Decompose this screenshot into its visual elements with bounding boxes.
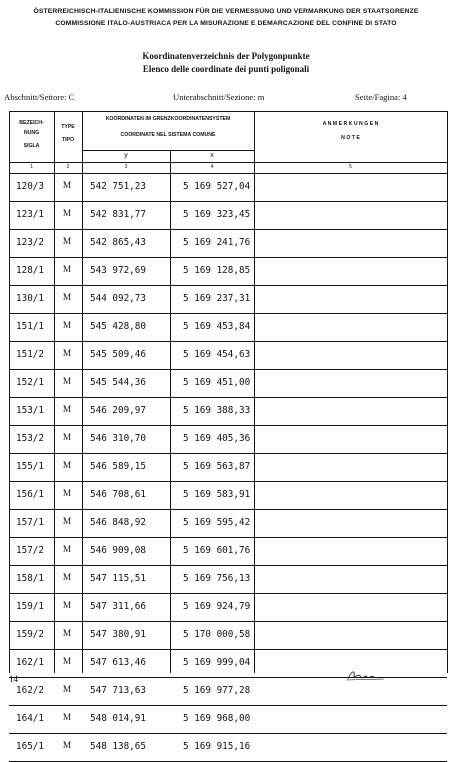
- point-type-cell: M: [62, 601, 72, 611]
- x-coordinate-cell: 5 169 968,00: [183, 713, 251, 724]
- point-id-cell: 130/1: [16, 293, 44, 304]
- point-id-cell: 164/1: [16, 713, 44, 724]
- y-coordinate-cell: 545 544,36: [90, 377, 146, 388]
- x-coordinate-cell: 5 169 237,31: [183, 293, 251, 304]
- page-label: Seite/Fagina: 4: [355, 92, 407, 102]
- x-coordinate-cell: 5 169 977,28: [183, 685, 251, 696]
- commission-header-it: COMMISSIONE ITALO-AUSTRIACA PER LA MISURAZIONE E DEMARCAZIONE DEL CONFINE DI STATO: [55, 20, 397, 27]
- notes-header-line1: A N M E R K U N G E N: [322, 121, 379, 127]
- y-coordinate-cell: 543 972,69: [90, 265, 146, 276]
- col2-header-line1: TYPE: [61, 124, 75, 130]
- coord-header-line1: KOORDINATEN IM GRENZKOORDINATENSYSTEM: [105, 116, 231, 122]
- point-id-cell: 158/1: [16, 573, 44, 584]
- x-coordinate-cell: 5 169 924,79: [183, 601, 251, 612]
- col-number-1: 1: [30, 164, 33, 170]
- table-row: [0, 285, 452, 313]
- x-coordinate-cell: 5 169 595,42: [183, 517, 251, 528]
- point-id-cell: 159/2: [16, 629, 44, 640]
- x-coordinate-cell: 5 169 405,36: [183, 433, 251, 444]
- signature-mark: [346, 668, 386, 682]
- table-row: [0, 313, 452, 341]
- y-axis-label: y: [124, 152, 128, 159]
- col1-header-line2: NUNG: [23, 130, 40, 136]
- table-row: [0, 593, 452, 621]
- col1-header-line3: SIGLA: [23, 143, 40, 149]
- point-type-cell: M: [62, 685, 72, 695]
- point-type-cell: M: [62, 321, 72, 331]
- point-id-cell: 128/1: [16, 265, 44, 276]
- point-id-cell: 153/1: [16, 405, 44, 416]
- y-coordinate-cell: 542 831,77: [90, 209, 146, 220]
- x-coordinate-cell: 5 169 323,45: [183, 209, 251, 220]
- x-coordinate-cell: 5 169 451,00: [183, 377, 251, 388]
- x-coordinate-cell: 5 169 583,91: [183, 489, 251, 500]
- coord-header-line2: COORDINATE NEL SISTEMA COMUNE: [120, 132, 216, 138]
- notes-header-line2: N O T E: [341, 135, 360, 141]
- y-coordinate-cell: 544 092,73: [90, 293, 146, 304]
- table-row: [0, 397, 452, 425]
- point-type-cell: M: [62, 461, 72, 471]
- col-number-3: 3: [124, 164, 128, 170]
- x-coordinate-cell: 5 169 128,85: [183, 265, 251, 276]
- point-type-cell: M: [62, 237, 72, 247]
- document-title-de: Koordinatenverzeichnis der Polygonpunkte: [142, 51, 310, 61]
- document-title-it: Elenco delle coordinate dei punti poligonali: [142, 64, 310, 74]
- y-coordinate-cell: 546 708,61: [90, 489, 146, 500]
- point-id-cell: 156/1: [16, 489, 44, 500]
- y-coordinate-cell: 548 138,65: [90, 741, 146, 752]
- y-coordinate-cell: 545 509,46: [90, 349, 146, 360]
- point-id-cell: 162/1: [16, 657, 44, 668]
- table-row: [0, 537, 452, 565]
- col-number-4: 4: [210, 164, 214, 170]
- point-id-cell: 123/2: [16, 237, 44, 248]
- y-coordinate-cell: 546 589,15: [90, 461, 146, 472]
- col1-header: [9, 118, 54, 151]
- table-row: [0, 733, 452, 761]
- point-id-cell: 123/1: [16, 209, 44, 220]
- table-row: [0, 369, 452, 397]
- y-coordinate-cell: 547 713,63: [90, 685, 146, 696]
- point-type-cell: M: [62, 545, 72, 555]
- point-type-cell: M: [62, 741, 72, 751]
- col-number-2: 2: [66, 164, 70, 170]
- x-coordinate-cell: 5 169 915,16: [183, 741, 251, 752]
- point-type-cell: M: [62, 349, 72, 359]
- y-coordinate-cell: 547 613,46: [90, 657, 146, 668]
- y-coordinate-cell: 542 751,23: [90, 181, 146, 192]
- x-coordinate-cell: 5 169 453,84: [183, 321, 251, 332]
- x-axis-label: x: [210, 152, 214, 159]
- point-type-cell: M: [62, 209, 72, 219]
- point-type-cell: M: [62, 573, 72, 583]
- table-row: [0, 509, 452, 537]
- x-coordinate-cell: 5 170 000,58: [183, 629, 251, 640]
- table-row: [0, 341, 452, 369]
- point-id-cell: 162/2: [16, 685, 44, 696]
- y-coordinate-cell: 547 380,91: [90, 629, 146, 640]
- table-row: [0, 201, 452, 229]
- point-id-cell: 153/2: [16, 433, 44, 444]
- x-coordinate-cell: 5 169 388,33: [183, 405, 251, 416]
- point-id-cell: 120/3: [16, 181, 44, 192]
- page-number: 14: [9, 674, 18, 684]
- point-type-cell: M: [62, 629, 72, 639]
- x-coordinate-cell: 5 169 527,04: [183, 181, 251, 192]
- col2-header-line2: TIPO: [61, 137, 75, 143]
- col-number-5: 5: [349, 164, 352, 170]
- commission-header-de: ÖSTERREICHISCH-ITALIENISCHE KOMMISSION FÜR DIE VERMESSUNG UND VERMARKUNG DER STAATSGRENZE: [33, 8, 419, 15]
- x-coordinate-cell: 5 169 999,04: [183, 657, 251, 668]
- section-label: Abschnitt/Settore: C: [4, 92, 75, 102]
- table-row: [0, 425, 452, 453]
- col2-header: [54, 122, 82, 145]
- y-coordinate-cell: 548 014,91: [90, 713, 146, 724]
- point-type-cell: M: [62, 433, 72, 443]
- x-coordinate-cell: 5 169 756,13: [183, 573, 251, 584]
- point-id-cell: 157/1: [16, 517, 44, 528]
- point-type-cell: M: [62, 517, 72, 527]
- point-id-cell: 152/1: [16, 377, 44, 388]
- y-coordinate-cell: 546 848,92: [90, 517, 146, 528]
- y-coordinate-cell: 542 865,43: [90, 237, 146, 248]
- point-type-cell: M: [62, 293, 72, 303]
- table-row: [0, 565, 452, 593]
- point-id-cell: 165/1: [16, 741, 44, 752]
- point-type-cell: M: [62, 489, 72, 499]
- point-type-cell: M: [62, 657, 72, 667]
- point-type-cell: M: [62, 265, 72, 275]
- header-bottom-line: [9, 162, 447, 163]
- coord-header: [82, 114, 254, 140]
- y-coordinate-cell: 547 311,66: [90, 601, 146, 612]
- x-coordinate-cell: 5 169 241,76: [183, 237, 251, 248]
- col1-header-line1: BEZEICH-: [19, 120, 44, 126]
- y-coordinate-cell: 547 115,51: [90, 573, 146, 584]
- x-coordinate-cell: 5 169 454,63: [183, 349, 251, 360]
- signature: [346, 668, 386, 687]
- notes-header: [254, 119, 447, 143]
- table-row: [0, 257, 452, 285]
- point-id-cell: 157/2: [16, 545, 44, 556]
- point-type-cell: M: [62, 713, 72, 723]
- point-type-cell: M: [62, 377, 72, 387]
- y-coordinate-cell: 545 428,80: [90, 321, 146, 332]
- table-row: [0, 229, 452, 257]
- table-row: [0, 621, 452, 649]
- table-row: [0, 705, 452, 733]
- table-top-border: [9, 111, 447, 112]
- table-row: [0, 173, 452, 201]
- point-id-cell: 159/1: [16, 601, 44, 612]
- table-row: [0, 453, 452, 481]
- x-coordinate-cell: 5 169 601,76: [183, 545, 251, 556]
- y-coordinate-cell: 546 209,97: [90, 405, 146, 416]
- point-id-cell: 151/2: [16, 349, 44, 360]
- table-row: [0, 481, 452, 509]
- y-coordinate-cell: 546 310,70: [90, 433, 146, 444]
- y-coordinate-cell: 546 909,08: [90, 545, 146, 556]
- point-id-cell: 151/1: [16, 321, 44, 332]
- point-type-cell: M: [62, 405, 72, 415]
- point-type-cell: M: [62, 181, 72, 191]
- point-id-cell: 155/1: [16, 461, 44, 472]
- subsection-label: Unterabschnitt/Sezione: m: [173, 92, 265, 102]
- x-coordinate-cell: 5 169 563,87: [183, 461, 251, 472]
